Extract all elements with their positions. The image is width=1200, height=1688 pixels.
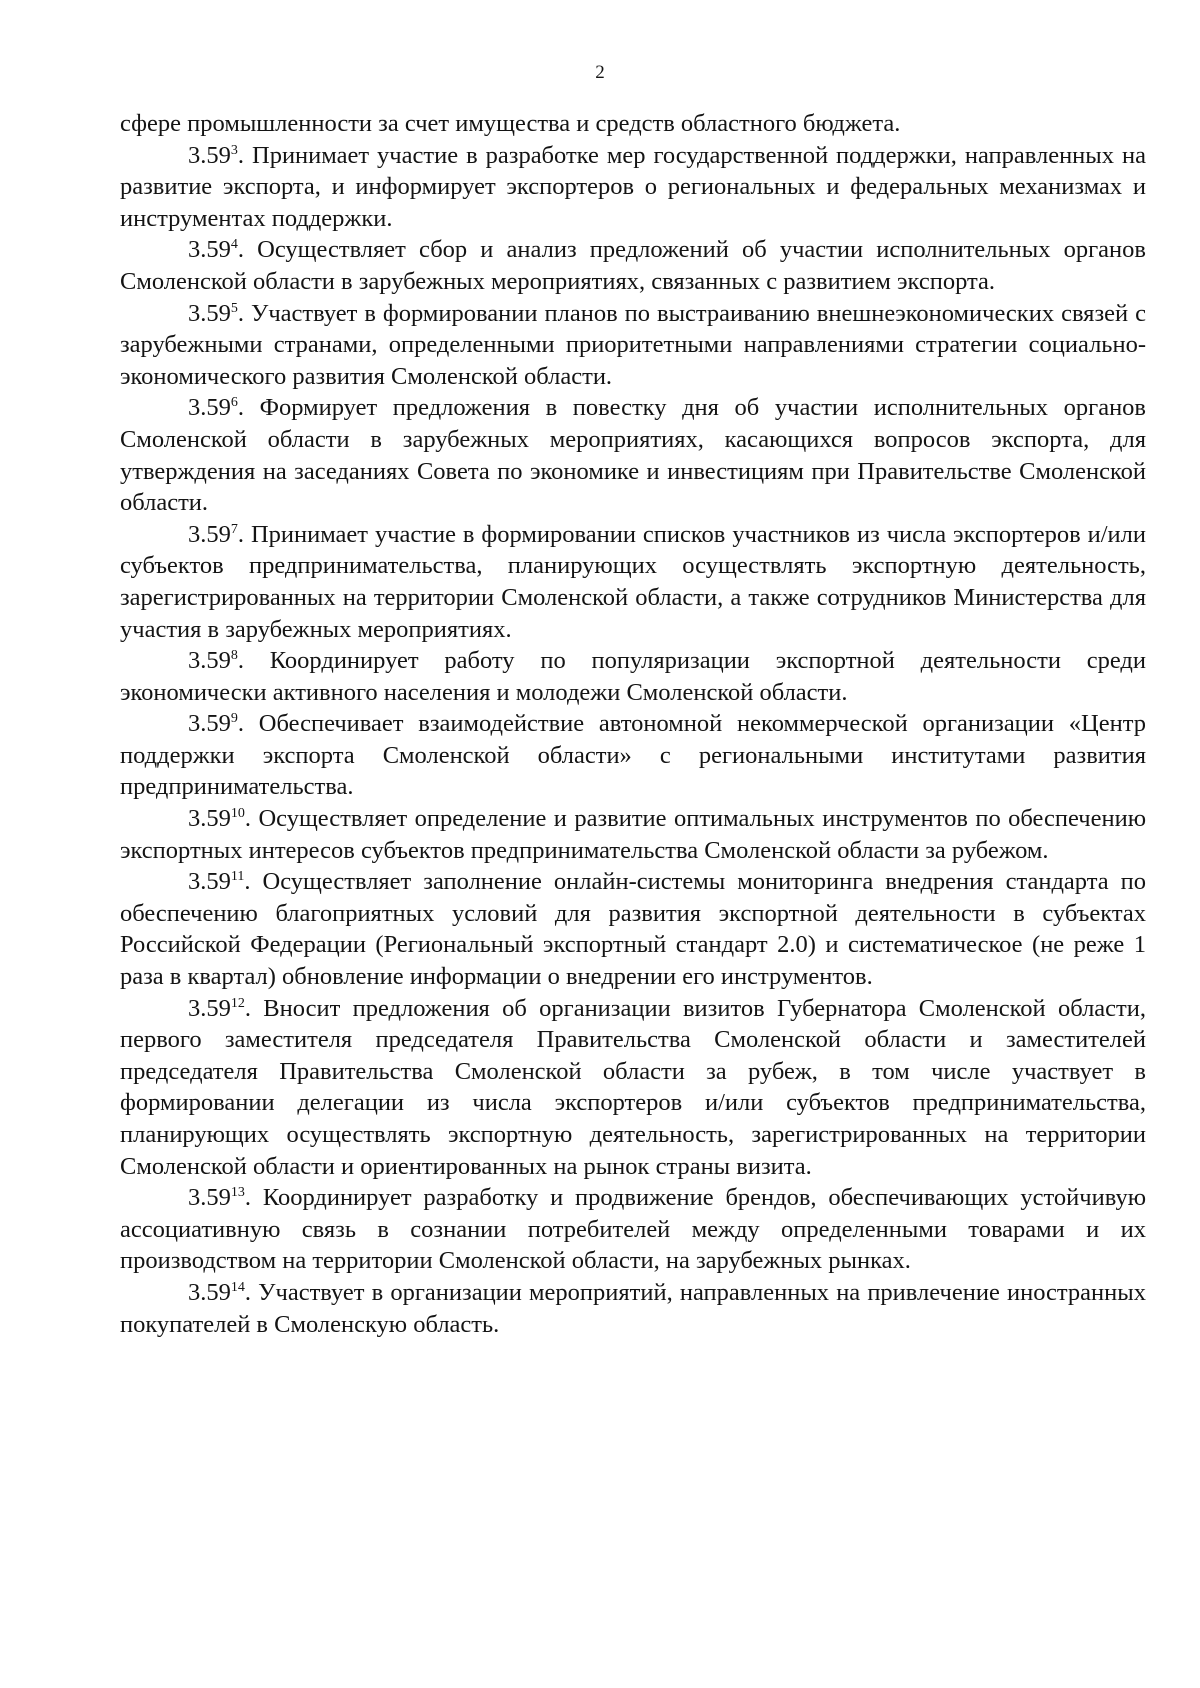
paragraph-3-59-7 (120, 519, 1146, 645)
paragraph-text: . Осуществляет заполнение онлайн-системы мониторинга внедрения стандарта по обеспечению благоприятных условий для развития экспортной деятельности в субъектах Российской Федерации (Региональный экспортный стандарт 2.0) и систематическое (не реже 1 раза в квартал) обновление информации о внедрении его инструментов. (120, 868, 1146, 991)
clause-number: 3.59 (188, 299, 231, 327)
document-body (120, 108, 1146, 1340)
clause-superscript: 13 (230, 1185, 245, 1201)
paragraph-3-59-6 (120, 392, 1146, 518)
paragraph-text: . Вносит предложения об организации визитов Губернатора Смоленской области, первого заместителя председателя Правительства Смоленской области и заместителей председателя Правительства Смоленской области за рубеж, в том числе участвует в формировании делегации из числа экспортеров и/или субъектов предпринимательства, планирующих осуществлять экспортную деятельность, зарегистрированных на территории Смоленской области и ориентированных на рынок страны визита. (120, 994, 1146, 1180)
clause-number: 3.59 (188, 710, 231, 738)
clause-superscript: 11 (230, 869, 245, 885)
paragraph-text: . Осуществляет сбор и анализ предложений об участии исполнительных органов Смоленской области в зарубежных мероприятиях, связанных с развитием экспорта. (120, 236, 1146, 295)
paragraph-3-59-14 (120, 1277, 1146, 1340)
clause-superscript: 5 (230, 300, 238, 316)
clause-superscript: 6 (230, 395, 238, 411)
clause-number: 3.59 (188, 994, 231, 1022)
paragraph-continuation (120, 108, 1146, 140)
clause-superscript: 4 (230, 237, 238, 253)
clause-superscript: 7 (230, 521, 238, 537)
paragraph-3-59-8 (120, 645, 1146, 708)
paragraph-text: . Участвует в организации мероприятий, направленных на привлечение иностранных покупателей в Смоленскую область. (120, 1278, 1146, 1338)
paragraph-3-59-11 (120, 866, 1146, 992)
paragraph-3-59-3 (120, 140, 1146, 235)
clause-number: 3.59 (188, 1278, 231, 1306)
clause-number: 3.59 (188, 520, 231, 548)
clause-superscript: 3 (230, 142, 238, 158)
paragraph-text: . Формирует предложения в повестку дня об участии исполнительных органов Смоленской области в зарубежных мероприятиях, касающихся вопросов экспорта, для утверждения на заседаниях Совета по экономике и инвестициям при Правительстве Смоленской области. (120, 394, 1146, 517)
clause-superscript: 14 (230, 1279, 245, 1295)
paragraph-text: . Осуществляет определение и развитие оптимальных инструментов по обеспечению экспортных интересов субъектов предпринимательства Смоленской области за рубежом. (120, 805, 1146, 864)
clause-number: 3.59 (188, 868, 231, 896)
paragraph-text: . Координирует работу по популяризации экспортной деятельности среди экономически активного населения и молодежи Смоленской области. (120, 647, 1146, 706)
paragraph-text: . Координирует разработку и продвижение брендов, обеспечивающих устойчивую ассоциативную связь в сознании потребителей между определенными товарами и их производством на территории Смоленской области, на зарубежных рынках. (120, 1184, 1146, 1275)
clause-number: 3.59 (188, 236, 231, 264)
paragraph-text: . Принимает участие в разработке мер государственной поддержки, направленных на развитие экспорта, и информирует экспортеров о региональных и федеральных механизмах и инструментах поддержки. (120, 141, 1146, 232)
clause-superscript: 10 (230, 806, 245, 822)
paragraph-3-59-9 (120, 708, 1146, 803)
paragraph-text: . Принимает участие в формировании списков участников из числа экспортеров и/или субъектов предпринимательства, планирующих осуществлять экспортную деятельность, зарегистрированных на территории Смоленской области, а также сотрудников Министерства для участия в зарубежных мероприятиях. (120, 520, 1146, 643)
paragraph-text: сфере промышленности за счет имущества и средств областного бюджета. (120, 110, 901, 137)
paragraph-3-59-10 (120, 803, 1146, 866)
clause-number: 3.59 (188, 1184, 231, 1212)
paragraph-text: . Участвует в формировании планов по выстраиванию внешнеэкономических связей с зарубежными странами, определенными приоритетными направлениями стратегии социально-экономического развития Смоленской области. (120, 299, 1146, 390)
clause-superscript: 8 (230, 648, 238, 664)
clause-number: 3.59 (188, 647, 231, 675)
clause-superscript: 9 (230, 711, 238, 727)
paragraph-3-59-13 (120, 1182, 1146, 1277)
paragraph-3-59-5 (120, 298, 1146, 393)
clause-superscript: 12 (230, 995, 245, 1011)
page-number: 2 (595, 62, 605, 83)
paragraph-3-59-12 (120, 993, 1146, 1183)
clause-number: 3.59 (188, 805, 231, 833)
paragraph-text: . Обеспечивает взаимодействие автономной некоммерческой организации «Центр поддержки экспорта Смоленской области» с региональными институтами развития предпринимательства. (120, 710, 1146, 801)
clause-number: 3.59 (188, 394, 231, 422)
clause-number: 3.59 (188, 141, 231, 169)
paragraph-3-59-4 (120, 234, 1146, 297)
